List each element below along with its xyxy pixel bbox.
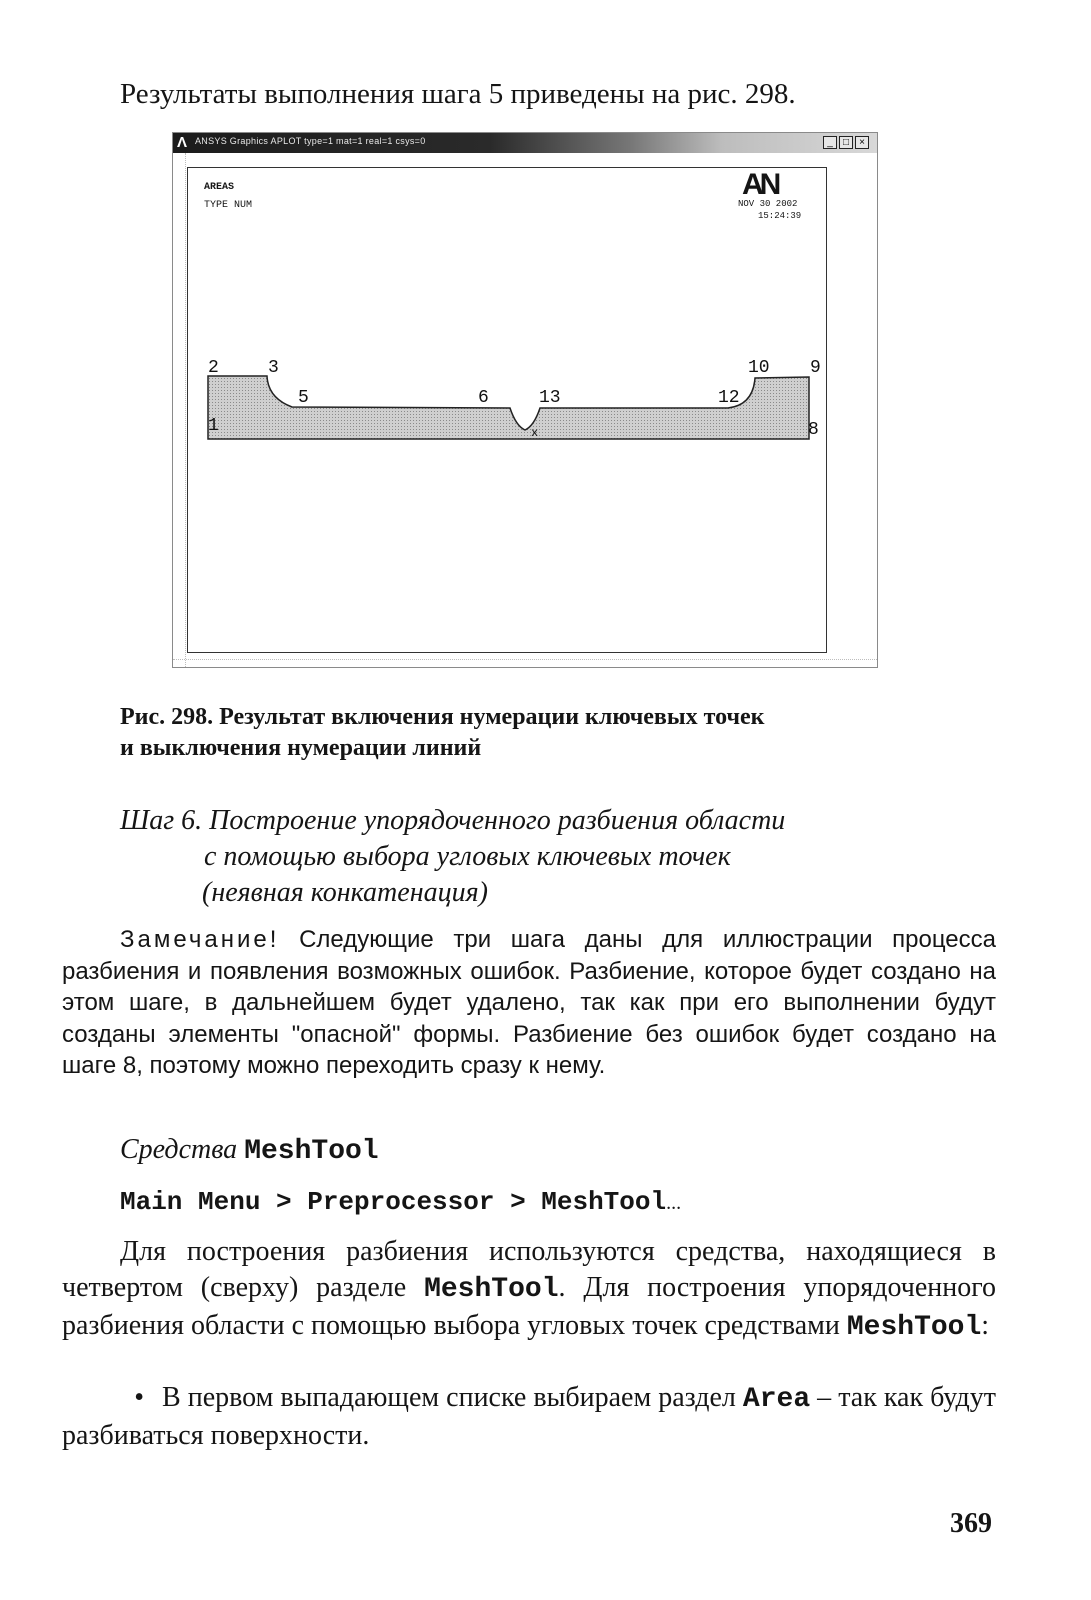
ansys-an-logo: AN — [742, 168, 778, 201]
window-title: ANSYS Graphics APLOT type=1 mat=1 real=1 csys=0 — [195, 136, 426, 146]
step-heading-line: Шаг 6. Построение упорядоченного разбиения области — [120, 805, 786, 836]
plot-numbering-label: TYPE NUM — [204, 200, 253, 211]
tools-heading — [120, 1134, 379, 1167]
figure-caption-line: Рис. 298. Результат включения нумерации ключевых точек — [120, 704, 765, 730]
keypoint-label: 1 — [208, 416, 219, 436]
plot-time: 15:24:39 — [758, 211, 802, 221]
inline-code: MeshTool — [846, 1312, 982, 1343]
paragraph-text: Для построения разбиения используются средства, находящиеся в четвертом (сверху) разделе — [62, 1236, 996, 1303]
bullet-item — [62, 1380, 996, 1454]
keypoint-label: 8 — [808, 420, 819, 440]
inline-code: Area — [742, 1384, 811, 1415]
keypoint-label: 12 — [718, 388, 740, 408]
step-heading-line: с помощью выбора угловых ключевых точек — [204, 841, 731, 872]
keypoint-label: 3 — [268, 358, 279, 378]
keypoint-label: 6 — [478, 388, 489, 408]
window-titlebar[interactable] — [173, 133, 877, 153]
ansys-graphics-window[interactable] — [172, 132, 878, 668]
graphics-viewport[interactable] — [187, 167, 827, 653]
plot-type-label: AREAS — [204, 182, 235, 193]
ansys-logo-icon: Λ — [177, 134, 188, 151]
step-heading — [120, 803, 785, 911]
area-number-label: x — [531, 426, 539, 440]
area-geometry-plot — [188, 168, 826, 652]
keypoint-label: 5 — [298, 388, 309, 408]
body-paragraph — [62, 1234, 996, 1346]
page-number: 369 — [950, 1508, 992, 1539]
figure-caption — [120, 702, 765, 764]
figure-caption-line: и выключения нумерации линий — [120, 735, 482, 761]
intro-text: Результаты выполнения шага 5 приведены на рис. 298. — [120, 78, 796, 110]
keypoint-label: 13 — [539, 388, 561, 408]
menu-path-suffix: ... — [666, 1192, 682, 1214]
menu-path-text: Main Menu > Preprocessor > MeshTool — [120, 1187, 667, 1217]
keypoint-label: 9 — [810, 358, 821, 378]
paragraph-text: . Для построения упорядоченного разбиения области с помощью выбора угловых точек средствами — [62, 1272, 997, 1341]
plot-date: NOV 30 2002 — [738, 199, 798, 209]
tools-heading-prefix: Средства — [120, 1134, 245, 1165]
tools-heading-name: MeshTool — [244, 1136, 379, 1167]
toolbar-strip — [173, 153, 186, 667]
keypoint-label: 2 — [208, 358, 219, 378]
status-strip — [173, 659, 877, 668]
keypoint-label: 10 — [748, 358, 770, 378]
menu-path — [120, 1186, 681, 1217]
note-paragraph — [62, 924, 996, 1082]
paragraph-text: : — [981, 1310, 990, 1341]
bullet-icon: • — [134, 1382, 144, 1413]
minimize-button[interactable]: _ — [823, 136, 837, 149]
maximize-button[interactable]: □ — [839, 136, 853, 149]
inline-code: MeshTool — [424, 1274, 559, 1305]
note-label: Замечание! — [120, 926, 280, 953]
bullet-text: – так как будут разбиваться поверхности. — [62, 1382, 996, 1451]
close-button[interactable]: × — [855, 136, 869, 149]
step-heading-line: (неявная конкатенация) — [202, 877, 488, 908]
bullet-text: В первом выпадающем списке выбираем раздел — [162, 1382, 743, 1413]
note-text: Следующие три шага даны для иллюстрации процесса разбиения и появления возможных ошибок. Разбиение, которое будет создано на этом шаге, в дальнейшем будет удалено, так как при его выполнении будут созданы элементы "опасной" формы. Разбиение без ошибок будет создано на шаге 8, поэтому можно переходить сразу к нему. — [62, 926, 996, 1079]
